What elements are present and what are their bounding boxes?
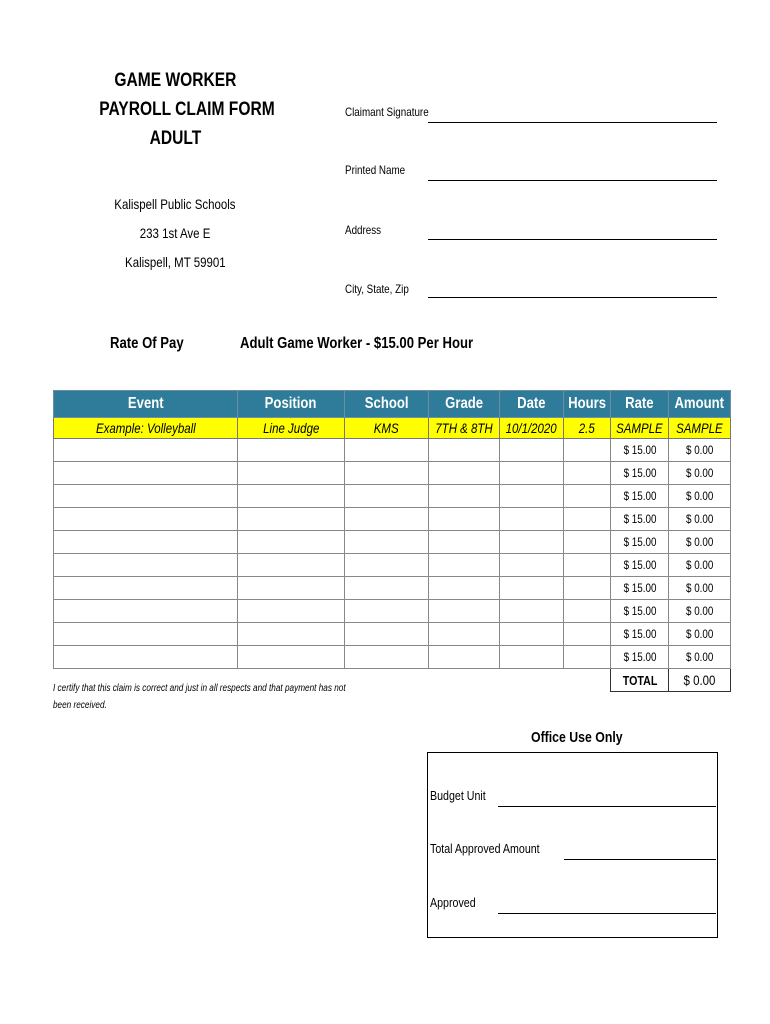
cell-amount: $ 0.00 (669, 554, 730, 577)
cell-hours[interactable] (564, 508, 611, 531)
example-hours: 2.5 (564, 418, 611, 439)
cell-date[interactable] (500, 531, 564, 554)
cell-position[interactable] (238, 485, 345, 508)
approved-line[interactable] (498, 913, 716, 914)
example-rate: SAMPLE (611, 418, 669, 439)
rate-of-pay-label: Rate Of Pay (110, 335, 184, 352)
cell-date[interactable] (500, 554, 564, 577)
form-title (80, 66, 275, 153)
header-amount: Amount (669, 391, 730, 418)
cell-amount: $ 0.00 (669, 531, 730, 554)
cell-rate: $ 15.00 (611, 439, 669, 462)
certification-statement: I certify that this claim is correct and just in all respects and that payment has not been received. (53, 683, 346, 711)
header-hours: Hours (564, 391, 611, 418)
cell-school[interactable] (345, 554, 429, 577)
total-value: $ 0.00 (669, 669, 730, 692)
cell-event[interactable] (54, 646, 238, 669)
title-line-2: PAYROLL CLAIM FORM (99, 99, 275, 120)
school-city: Kalispell, MT 59901 (124, 254, 226, 270)
table-row (54, 531, 731, 554)
cell-grade[interactable] (429, 577, 500, 600)
cell-school[interactable] (345, 462, 429, 485)
cell-rate: $ 15.00 (611, 646, 669, 669)
cell-position[interactable] (238, 531, 345, 554)
cell-date[interactable] (500, 623, 564, 646)
cell-hours[interactable] (564, 646, 611, 669)
school-street: 233 1st Ave E (139, 225, 211, 241)
budget-unit-line[interactable] (498, 806, 716, 807)
cell-position[interactable] (238, 508, 345, 531)
cell-event[interactable] (54, 531, 238, 554)
header-school: School (345, 391, 429, 418)
city-state-zip-line[interactable] (428, 297, 717, 298)
table-row (54, 485, 731, 508)
cell-position[interactable] (238, 439, 345, 462)
cell-hours[interactable] (564, 485, 611, 508)
cell-hours[interactable] (564, 577, 611, 600)
total-label: TOTAL (611, 669, 669, 692)
cell-amount: $ 0.00 (669, 600, 730, 623)
table-row (54, 600, 731, 623)
cell-school[interactable] (345, 439, 429, 462)
cell-rate: $ 15.00 (611, 577, 669, 600)
cell-school[interactable] (345, 623, 429, 646)
cell-position[interactable] (238, 462, 345, 485)
cell-rate: $ 15.00 (611, 531, 669, 554)
cell-rate: $ 15.00 (611, 623, 669, 646)
cell-event[interactable] (54, 462, 238, 485)
table-row (54, 508, 731, 531)
example-row (54, 418, 731, 439)
example-event: Example: Volleyball (54, 418, 238, 439)
cell-position[interactable] (238, 646, 345, 669)
cell-position[interactable] (238, 600, 345, 623)
cell-date[interactable] (500, 600, 564, 623)
header-rate: Rate (611, 391, 669, 418)
cell-hours[interactable] (564, 439, 611, 462)
cell-school[interactable] (345, 531, 429, 554)
cell-event[interactable] (54, 439, 238, 462)
cell-rate: $ 15.00 (611, 508, 669, 531)
cell-school[interactable] (345, 577, 429, 600)
cell-rate: $ 15.00 (611, 485, 669, 508)
table-row (54, 577, 731, 600)
header-event: Event (54, 391, 238, 418)
cell-position[interactable] (238, 623, 345, 646)
header-position: Position (238, 391, 345, 418)
cell-amount: $ 0.00 (669, 623, 730, 646)
cell-school[interactable] (345, 508, 429, 531)
cell-date[interactable] (500, 577, 564, 600)
claimant-signature-line[interactable] (428, 122, 717, 123)
example-date: 10/1/2020 (500, 418, 564, 439)
school-address (80, 190, 270, 277)
printed-name-label: Printed Name (345, 163, 406, 177)
cell-date[interactable] (500, 646, 564, 669)
cell-grade[interactable] (429, 439, 500, 462)
cell-date[interactable] (500, 439, 564, 462)
total-approved-label: Total Approved Amount (430, 841, 540, 856)
table-header-row (54, 391, 731, 418)
example-school: KMS (345, 418, 429, 439)
address-label: Address (345, 223, 382, 237)
cell-grade[interactable] (429, 462, 500, 485)
cell-school[interactable] (345, 646, 429, 669)
table-row (54, 462, 731, 485)
table-row (54, 623, 731, 646)
cell-amount: $ 0.00 (669, 508, 730, 531)
cell-hours[interactable] (564, 554, 611, 577)
budget-unit-label: Budget Unit (430, 788, 486, 803)
cell-amount: $ 0.00 (669, 577, 730, 600)
address-line[interactable] (428, 239, 717, 240)
cell-hours[interactable] (564, 462, 611, 485)
cell-date[interactable] (500, 485, 564, 508)
cell-grade[interactable] (429, 623, 500, 646)
cell-amount: $ 0.00 (669, 646, 730, 669)
office-use-title: Office Use Only (531, 729, 623, 746)
printed-name-line[interactable] (428, 180, 717, 181)
approved-label: Approved (430, 895, 476, 910)
school-name: Kalispell Public Schools (114, 196, 236, 212)
cell-event[interactable] (54, 554, 238, 577)
cell-amount: $ 0.00 (669, 485, 730, 508)
title-line-1: GAME WORKER (113, 70, 237, 91)
claimant-signature-label: Claimant Signature (345, 105, 429, 119)
office-use-box (427, 752, 718, 938)
cell-amount: $ 0.00 (669, 439, 730, 462)
title-line-3: ADULT (149, 128, 201, 149)
cell-rate: $ 15.00 (611, 600, 669, 623)
example-grade: 7TH & 8TH (429, 418, 500, 439)
cell-hours[interactable] (564, 623, 611, 646)
cell-amount: $ 0.00 (669, 462, 730, 485)
cell-event[interactable] (54, 623, 238, 646)
cell-hours[interactable] (564, 600, 611, 623)
table-row (54, 554, 731, 577)
cell-school[interactable] (345, 485, 429, 508)
city-state-zip-label: City, State, Zip (345, 282, 409, 296)
example-amount: SAMPLE (669, 418, 730, 439)
cell-rate: $ 15.00 (611, 554, 669, 577)
claim-table (53, 390, 731, 692)
cell-date[interactable] (500, 462, 564, 485)
cell-position[interactable] (238, 554, 345, 577)
table-row (54, 439, 731, 462)
cell-event[interactable] (54, 508, 238, 531)
cell-grade[interactable] (429, 554, 500, 577)
cell-event[interactable] (54, 485, 238, 508)
cell-grade[interactable] (429, 646, 500, 669)
cell-position[interactable] (238, 577, 345, 600)
table-row (54, 646, 731, 669)
header-grade: Grade (429, 391, 500, 418)
cell-grade[interactable] (429, 485, 500, 508)
example-position: Line Judge (238, 418, 345, 439)
rate-of-pay-value: Adult Game Worker - $15.00 Per Hour (240, 335, 474, 352)
cell-hours[interactable] (564, 531, 611, 554)
cell-event[interactable] (54, 600, 238, 623)
cell-rate: $ 15.00 (611, 462, 669, 485)
cell-event[interactable] (54, 577, 238, 600)
cell-grade[interactable] (429, 508, 500, 531)
total-approved-line[interactable] (564, 859, 716, 860)
cell-date[interactable] (500, 508, 564, 531)
cell-grade[interactable] (429, 600, 500, 623)
cell-grade[interactable] (429, 531, 500, 554)
cell-school[interactable] (345, 600, 429, 623)
header-date: Date (500, 391, 564, 418)
